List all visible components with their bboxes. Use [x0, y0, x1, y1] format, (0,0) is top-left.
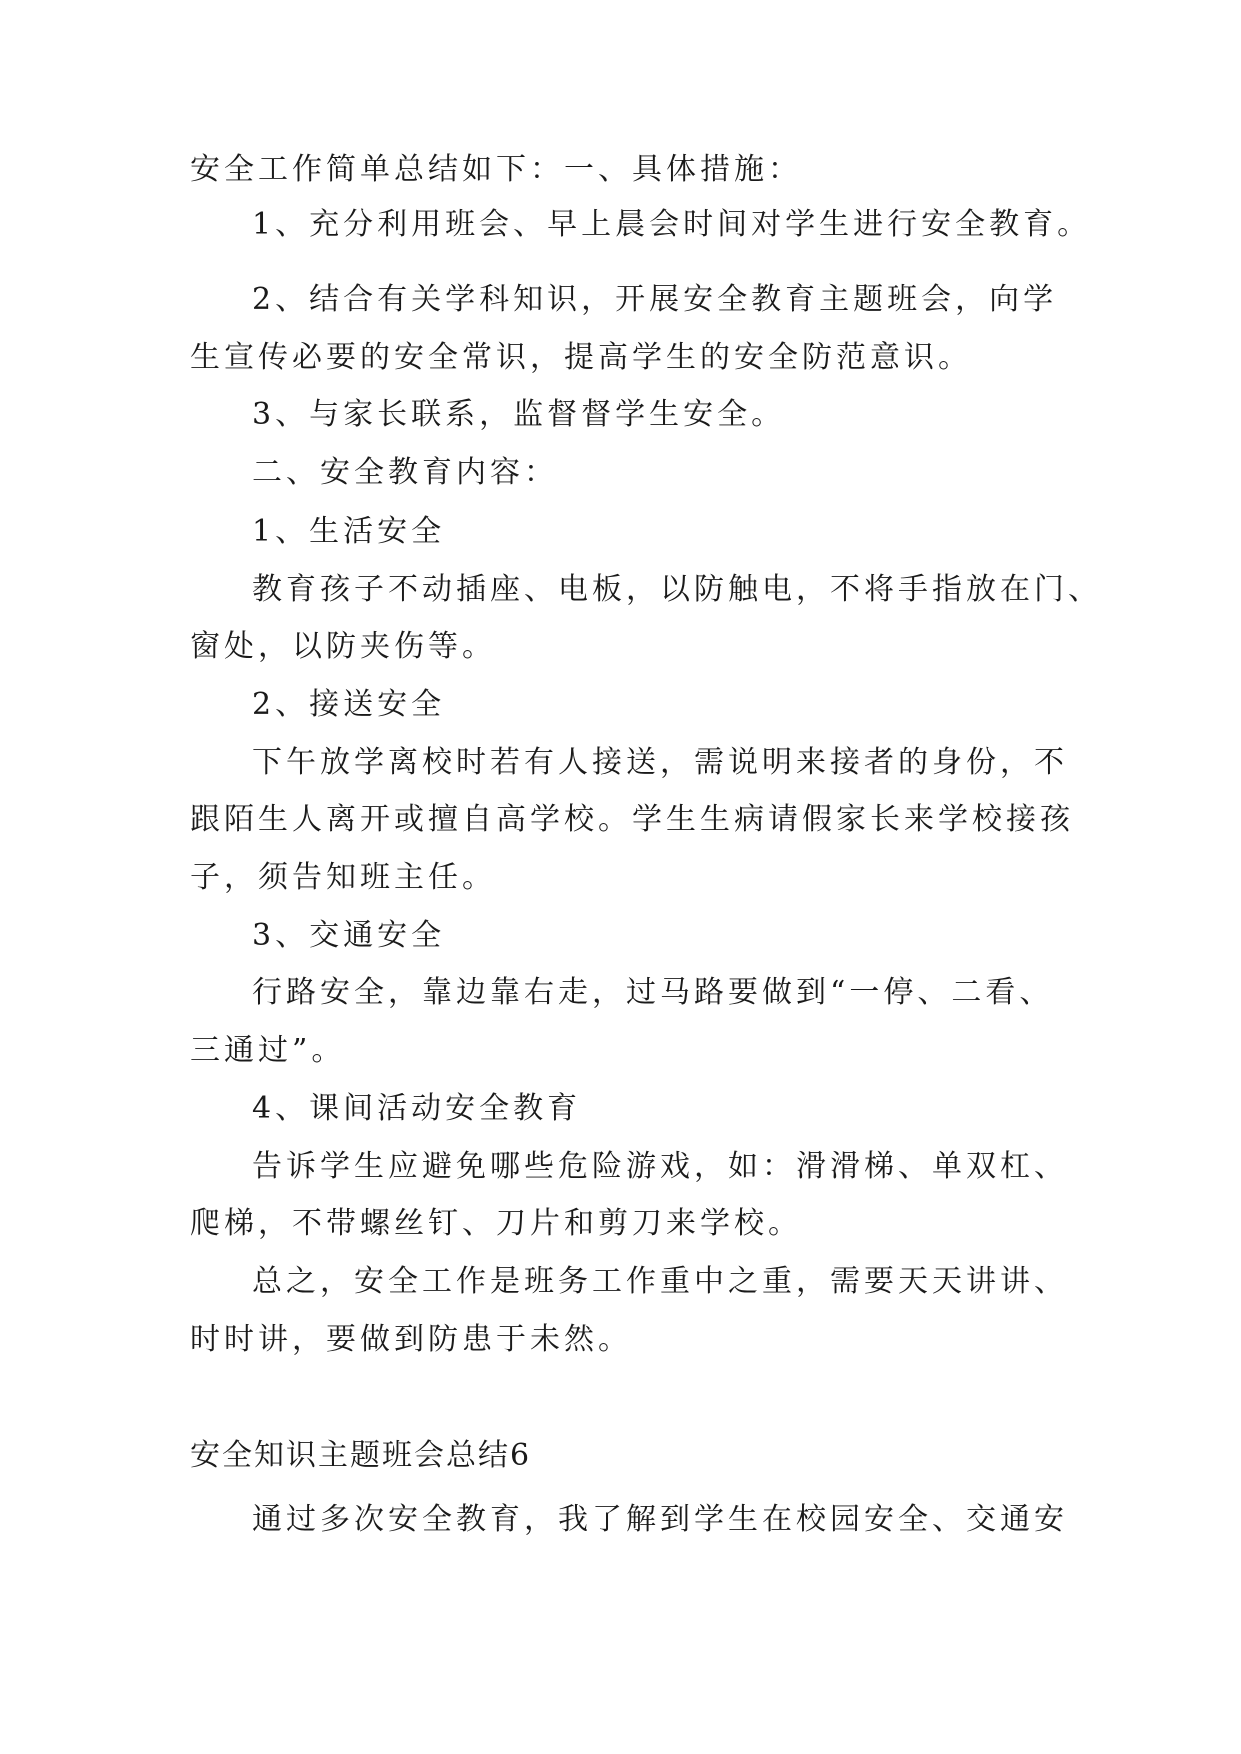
paragraph-line: 3、与家长联系，监督督学生安全。	[252, 397, 786, 432]
paragraph-line: 3、交通安全	[252, 918, 446, 953]
paragraph-line: 安全工作简单总结如下：一、具体措施：	[190, 152, 802, 187]
paragraph-line: 4、课间活动安全教育	[252, 1091, 582, 1126]
paragraph-line: 通过多次安全教育，我了解到学生在校园安全、交通安	[252, 1502, 1068, 1537]
paragraph-line: 1、生活安全	[252, 514, 446, 549]
section-title: 安全知识主题班会总结6	[190, 1438, 532, 1473]
paragraph-line: 1、充分利用班会、早上晨会时间对学生进行安全教育。	[252, 207, 1092, 242]
paragraph-line: 窗处，以防夹伤等。	[190, 629, 496, 664]
paragraph-line: 子，须告知班主任。	[190, 860, 496, 895]
paragraph-line: 生宣传必要的安全常识，提高学生的安全防范意识。	[190, 340, 972, 375]
paragraph-line: 时时讲，要做到防患于未然。	[190, 1322, 632, 1357]
paragraph-line: 爬梯，不带螺丝钉、刀片和剪刀来学校。	[190, 1206, 802, 1241]
paragraph-line: 二、安全教育内容：	[252, 455, 558, 490]
paragraph-line: 告诉学生应避免哪些危险游戏，如：滑滑梯、单双杠、	[252, 1149, 1068, 1184]
paragraph-line: 下午放学离校时若有人接送，需说明来接者的身份，不	[252, 745, 1068, 780]
paragraph-line: 2、接送安全	[252, 687, 446, 722]
paragraph-line: 2、结合有关学科知识，开展安全教育主题班会，向学	[252, 282, 1058, 317]
paragraph-line: 行路安全，靠边靠右走，过马路要做到“一停、二看、	[252, 975, 1054, 1010]
paragraph-line: 总之，安全工作是班务工作重中之重，需要天天讲讲、	[252, 1264, 1068, 1299]
paragraph-line: 跟陌生人离开或擅自高学校。学生生病请假家长来学校接孩	[190, 802, 1074, 837]
paragraph-line: 教育孩子不动插座、电板，以防触电，不将手指放在门、	[252, 572, 1102, 607]
paragraph-line: 三通过”。	[190, 1033, 346, 1068]
